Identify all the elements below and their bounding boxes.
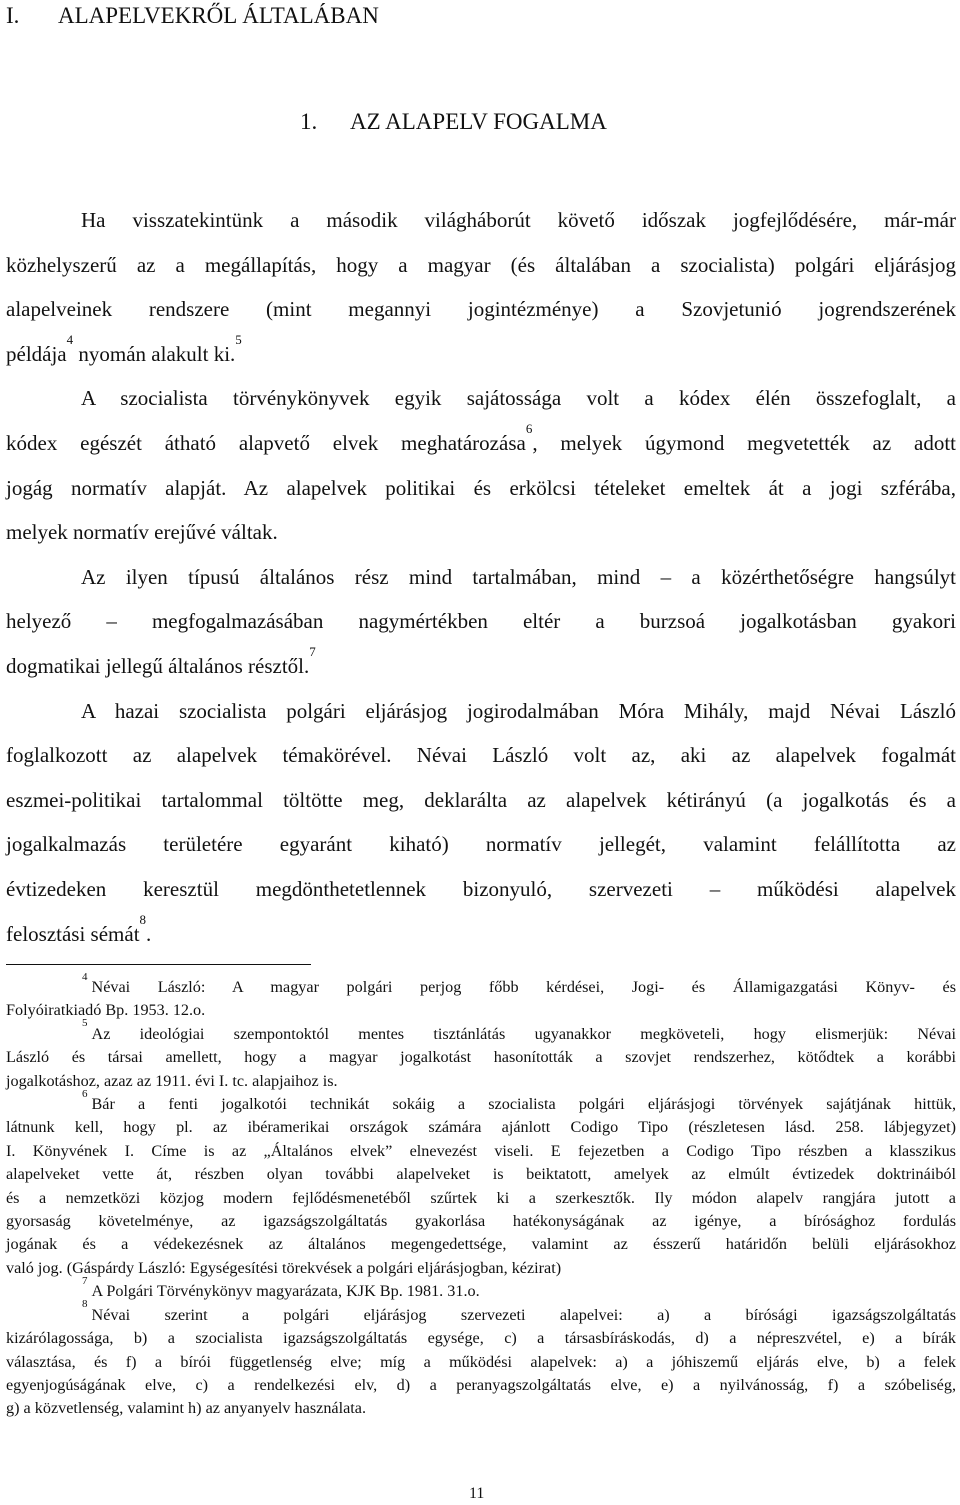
footnote-ref-5[interactable]: 5 (235, 331, 242, 347)
body-text (6, 198, 956, 956)
body-line: helyező – megfogalmazásában nagymértékben eltér a burzsoá jogalkotásban gyakori (6, 609, 956, 634)
chapter-heading (6, 2, 379, 30)
footnote-line: Folyóiratkiadó Bp. 1953. 12.o. (6, 1001, 206, 1020)
chapter-title: ALAPELVEKRŐL ÁLTALÁBAN (58, 3, 379, 28)
body-line: A hazai szocialista polgári eljárásjog jogirodalmában Móra Mihály, majd Névai László (81, 698, 956, 723)
footnotes (6, 970, 956, 1421)
body-line (6, 912, 956, 957)
footnote-number: 4 (82, 970, 88, 983)
footnote-line: I. Könyvének I. Címe is az „Általános elvek” elnevezést viseli. E fejezetben a Codigo Tipo részben a klasszikus (6, 1141, 956, 1160)
footnote-line: jogalkotáshoz, azaz az 1911. évi I. tc. alapjaihoz is. (6, 1071, 338, 1090)
body-line: közhelyszerű az a megállapítás, hogy a magyar (és általában a szocialista) polgári eljárásjog (6, 252, 956, 277)
footnote-number: 7 (82, 1274, 88, 1287)
body-text-segment: példája (6, 341, 67, 366)
footnote-line (6, 1017, 956, 1046)
footnote-text: Bár a fenti jogalkotói technikát sokáig a szocialista polgári eljárásjogi törvények sajátjának hittük, (91, 1095, 956, 1114)
footnote-ref-8[interactable]: 8 (139, 911, 147, 927)
footnote-line: egyenjogúságának elve, c) a rendelkezési elv, d) a peranyagszolgáltatás elve, e) a nyilvánosság, f) a szóbeliség, (6, 1375, 956, 1394)
footnote-line: alapelveket vette át, részben olyan további alapelveket is beiktatott, amelyek az elmúlt évtizedek doktrináiból (6, 1165, 956, 1184)
body-text-segment: felosztási sémát (6, 921, 140, 946)
body-text-segment: , melyek úgymond megvetették az adott (532, 430, 956, 455)
body-line: eszmei-politikai tartalommal töltötte meg, deklarálta az alapelvek kétirányú (a jogalkotás és a (6, 787, 956, 812)
body-line: foglalkozott az alapelvek témakörével. Névai László volt az, aki az alapelvek fogalmát (6, 743, 956, 768)
footnote-line: jogának és a védekezésnek az általános megengedettsége, valamint az ésszerű határidőn belüli eljárásokhoz (6, 1235, 956, 1254)
footnote-line: való jog. (Gáspárdy László: Egységesítési törekvések a polgári eljárásjogban, kézirat) (6, 1258, 562, 1277)
body-line: Az ilyen típusú általános rész mind tartalmában, mind – a közérthetőségre hangsúlyt (81, 564, 956, 589)
footnote-line: választása, és f) a bírói függetlenség elve; míg a működési alapelvek: a) a jóhiszemű eljárás elve, b) a felek (6, 1352, 956, 1371)
body-line: évtizedeken keresztül megdönthetetlennek bizonyuló, szervezeti – működési alapelvek (6, 876, 956, 901)
footnote-line (6, 1298, 956, 1327)
footnote-ref-4[interactable]: 4 (66, 331, 74, 347)
body-text-segment: kódex egészét átható alapvető elvek meghatározása (6, 430, 526, 455)
footnote-line (6, 970, 956, 999)
footnote-number: 6 (82, 1087, 88, 1100)
footnote-text: A Polgári Törvénykönyv magyarázata, KJK Bp. 1981. 31.o. (91, 1282, 480, 1301)
body-line (6, 644, 956, 689)
footnote-line: László és társai amellett, hogy a magyar jogalkotást hasonították a szovjet rendszerhez, kötődtek a korábbi (6, 1048, 956, 1067)
body-text-segment: dogmatikai jellegű általános résztől. (6, 653, 310, 678)
footnote-text: Névai szerint a polgári eljárásjog szervezeti alapelvei: a) a bírósági igazságszolgáltatás (91, 1305, 956, 1324)
footnote-line: gyorsaság követelménye, az igazságszolgáltatás gyakorlása hatékonyságának az igénye, a bírósághoz fordulás (6, 1212, 956, 1231)
document-page (6, 0, 956, 1505)
footnote-line: g) a közvetlenség, valamint h) az anyanyelv használata. (6, 1399, 367, 1418)
footnote-line: látnunk kell, hogy pl. az ibéramerikai országok számára ajánlott Codigo Tipo (részletesen lásd. 258. lábjegyzet) (6, 1118, 956, 1137)
body-line: A szocialista törvénykönyvek egyik sajátossága volt a kódex élén összefoglalt, a (81, 386, 956, 411)
page-number: 11 (469, 1485, 485, 1502)
footnote-line: kizárólagossága, b) a szocialista igazságszolgáltatás egysége, c) a társasbíráskodás, d) a népreszvétel, e) a bírák (6, 1329, 956, 1348)
chapter-number: I. (6, 3, 20, 28)
body-line: alapelveinek rendszere (mint megannyi jogintézménye) a Szovjetunió jogrendszerének (6, 297, 956, 322)
section-number: 1. (300, 109, 318, 134)
footnote-text: Névai László: A magyar polgári perjog főbb kérdései, Jogi- és Államigazgatási Könyv- és (91, 978, 956, 996)
body-line: melyek normatív erejűvé váltak. (6, 520, 278, 545)
section-heading (300, 108, 607, 136)
footnote-ref-6[interactable]: 6 (525, 420, 533, 436)
body-line: Ha visszatekintünk a második világháborút követő időszak jogfejlődésére, már-már (81, 208, 956, 232)
body-line: jogág normatív alapját. Az alapelvek politikai és erkölcsi tételeket emeltek át a jogi szférába, (6, 475, 956, 500)
footnote-number: 8 (82, 1298, 88, 1311)
footnote-separator (6, 964, 311, 965)
body-line (6, 421, 956, 466)
footnote-line (6, 1087, 956, 1116)
body-line: jogalkalmazás területére egyaránt kiható) normatív jellegét, valamint felállította az (6, 832, 956, 857)
section-title: AZ ALAPELV FOGALMA (350, 109, 607, 134)
footnote-line (6, 1274, 956, 1303)
body-text-segment: nyomán alakult ki. (73, 341, 236, 366)
footnote-number: 5 (82, 1017, 88, 1030)
body-line (6, 332, 956, 377)
footnote-line: és a nemzetközi közjog modern fejlődésmenetéből szűrtek ki a szerkesztők. Ily módon alapelv rangjára jutott a (6, 1188, 956, 1207)
body-text-segment: . (146, 921, 152, 946)
footnote-ref-7[interactable]: 7 (309, 643, 316, 659)
footnote-text: Az ideológiai szempontoktól mentes tisztánlátás ugyanakkor megköveteli, hogy elismerjük: Névai (91, 1024, 956, 1043)
